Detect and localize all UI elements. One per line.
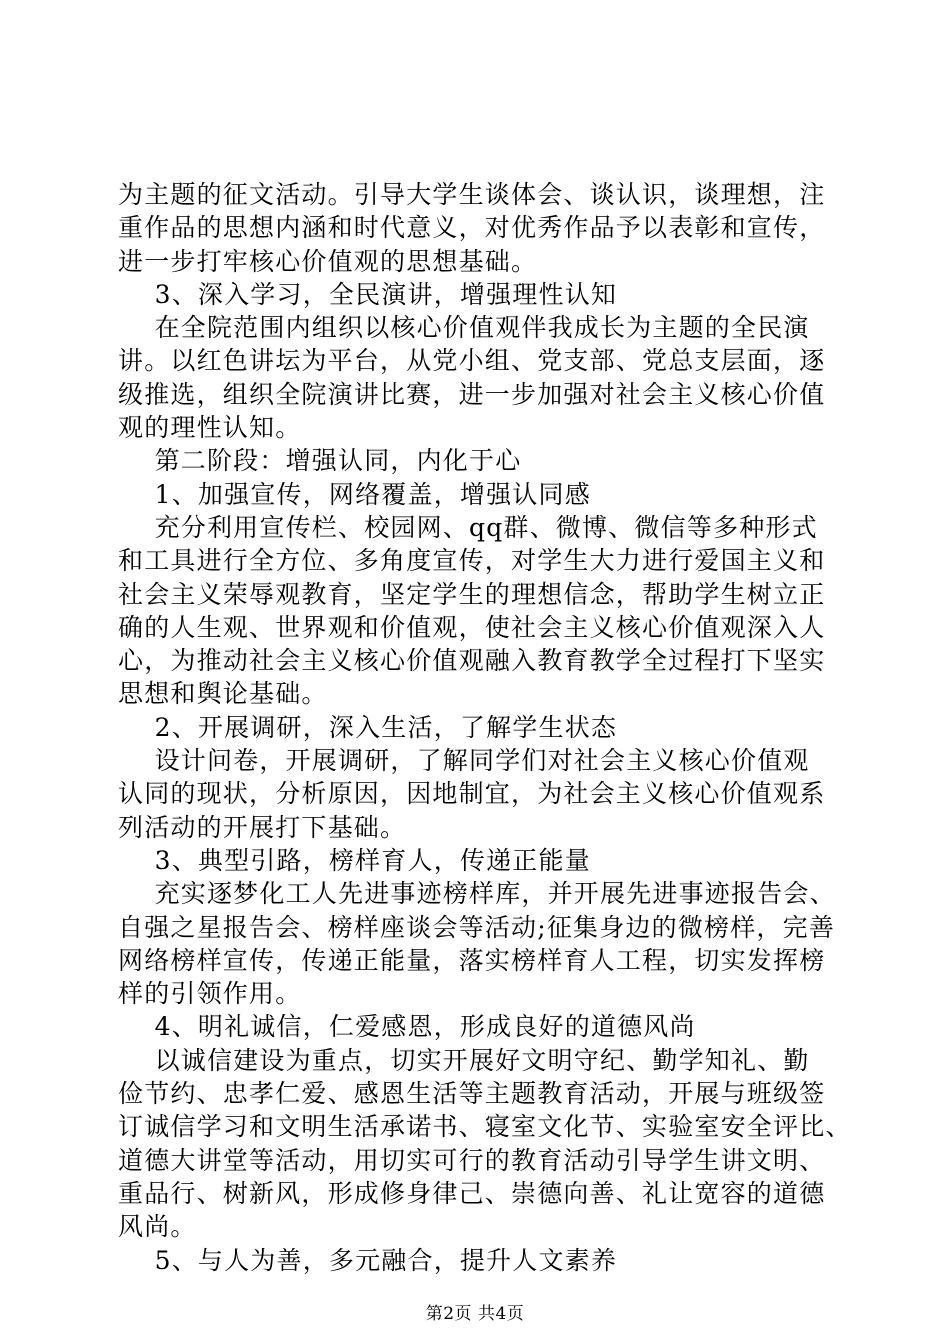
body-text	[118, 178, 852, 1277]
section-heading: 4、明礼诚信，仁爱感恩，形成良好的道德风尚	[118, 1012, 696, 1042]
text-line: 设计问卷，开展调研，了解同学们对社会主义核心价值观	[118, 746, 810, 776]
text-line: 认同的现状，分析原因，因地制宜，为社会主义核心价值观系	[118, 779, 826, 809]
section-heading: 2、开展调研，深入生活，了解学生状态	[118, 712, 618, 742]
text-line: 重作品的思想内涵和时代意义，对优秀作品予以表彰和宣传，	[118, 213, 826, 243]
text-line: 订诚信学习和文明生活承诺书、寝室文化节、实验室安全评比、	[118, 1112, 852, 1142]
stage-heading: 第二阶段：增强认同，内化于心	[118, 446, 522, 476]
text-line: 风尚。	[118, 1212, 197, 1242]
page-footer: 第2页 共4页	[425, 1304, 525, 1324]
text-line: 讲。以红色讲坛为平台，从党小组、党支部、党总支层面，逐	[118, 346, 826, 376]
section-heading: 3、典型引路，榜样育人，传递正能量	[118, 845, 591, 875]
text-line: 样的引领作用。	[118, 979, 302, 1009]
text-line: 级推选，组织全院演讲比赛，进一步加强对社会主义核心价值	[118, 379, 826, 409]
text-line: 和工具进行全方位、多角度宣传，对学生大力进行爱国主义和	[118, 546, 826, 576]
text-line: 思想和舆论基础。	[118, 679, 328, 709]
text-line: 心，为推动社会主义核心价值观融入教育教学全过程打下坚实	[118, 646, 826, 676]
text-line: 网络榜样宣传，传递正能量，落实榜样育人工程，切实发挥榜	[118, 945, 826, 975]
text-line: 充分利用宣传栏、校园网、qq群、微博、微信等多种形式	[118, 512, 818, 542]
section-heading: 3、深入学习，全民演讲，增强理性认知	[118, 279, 618, 309]
text-line: 观的理性认知。	[118, 413, 302, 443]
section-heading: 5、与人为善，多元融合，提升人文素养	[118, 1245, 618, 1275]
text-line: 确的人生观、世界观和价值观，使社会主义核心价值观深入人	[118, 612, 826, 642]
text-line: 社会主义荣辱观教育，坚定学生的理想信念，帮助学生树立正	[118, 579, 826, 609]
text-line: 进一步打牢核心价值观的思想基础。	[118, 246, 538, 276]
text-line: 道德大讲堂等活动，用切实可行的教育活动引导学生讲文明、	[118, 1145, 826, 1175]
text-line: 重品行、树新风，形成修身律己、崇德向善、礼让宽容的道德	[118, 1178, 826, 1208]
text-line: 以诚信建设为重点，切实开展好文明守纪、勤学知礼、勤	[118, 1045, 810, 1075]
text-line: 为主题的征文活动。引导大学生谈体会、谈认识，谈理想，注	[118, 180, 826, 209]
text-line: 列活动的开展打下基础。	[118, 812, 407, 842]
section-heading: 1、加强宣传，网络覆盖，增强认同感	[118, 479, 591, 509]
text-line: 在全院范围内组织以核心价值观伴我成长为主题的全民演	[118, 313, 810, 343]
text-line: 充实逐梦化工人先进事迹榜样库，并开展先进事迹报告会、	[118, 879, 836, 909]
text-line: 俭节约、忠孝仁爱、感恩生活等主题教育活动，开展与班级签	[118, 1079, 826, 1109]
text-line: 自强之星报告会、榜样座谈会等活动;征集身边的微榜样，完善	[118, 912, 836, 942]
